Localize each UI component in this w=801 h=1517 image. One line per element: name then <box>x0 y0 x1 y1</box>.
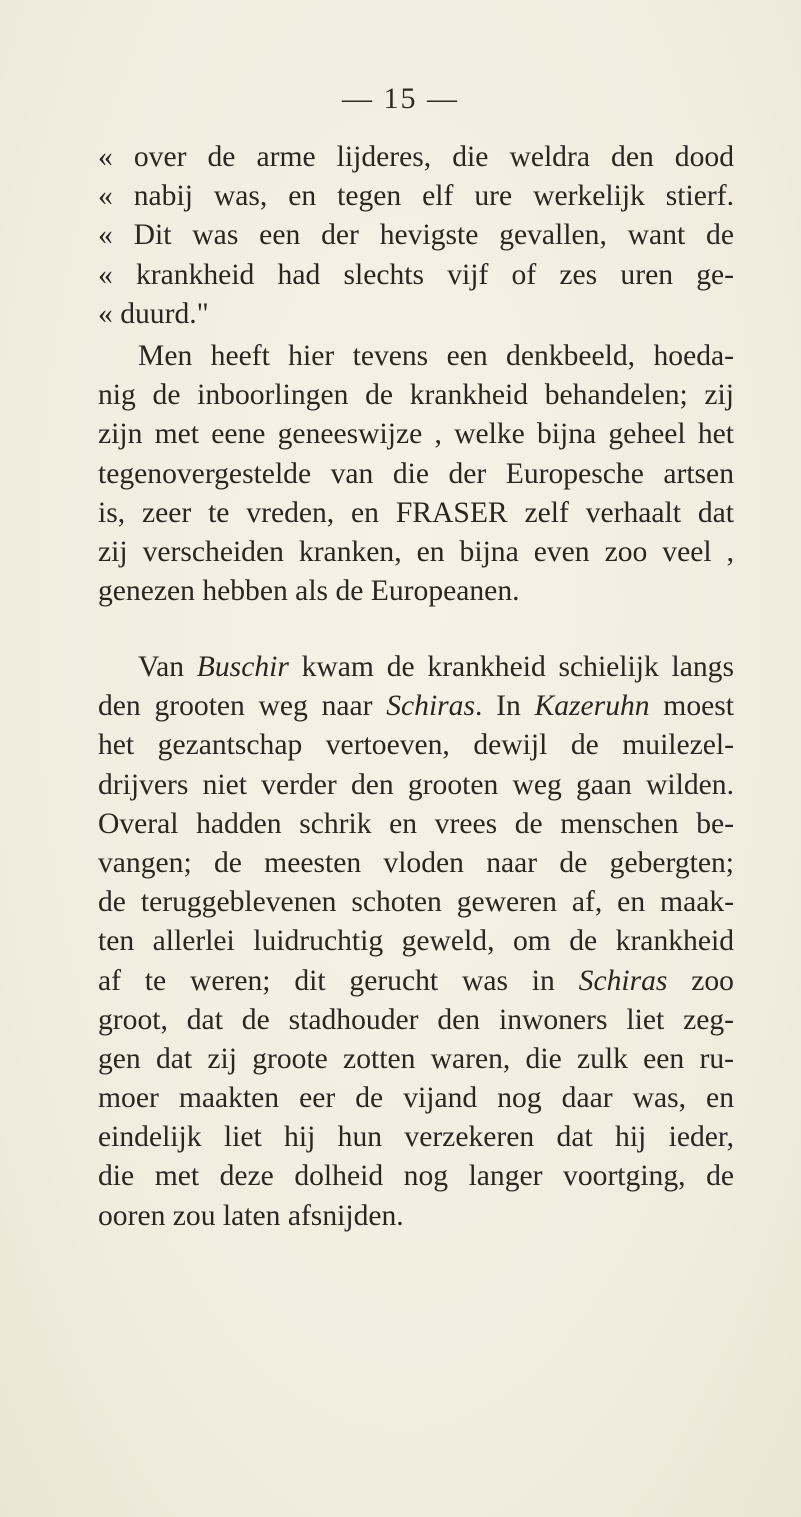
text-line: die met deze dolheid nog langer voortging, de <box>98 1160 734 1193</box>
paragraph-3 <box>98 648 734 1236</box>
text-line: drijvers niet verder den grooten weg gaan wilden. <box>98 768 734 801</box>
quote-block <box>98 138 734 334</box>
text-line <box>98 687 734 726</box>
text-line: zij verscheiden kranken, en bijna even zoo veel , <box>98 535 734 568</box>
paragraph-2 <box>98 337 734 611</box>
text-line: het gezantschap vertoeven, dewijl de muilezel- <box>98 729 734 762</box>
text-run: Van <box>138 651 197 683</box>
text-line: « nabij was, en tegen elf ure werkelijk stierf. <box>98 180 734 213</box>
text-line: genezen hebben als de Europeanen. <box>98 575 520 608</box>
text-line: « Dit was een der hevigste gevallen, want de <box>98 219 734 252</box>
text-line: groot, dat de stadhouder den inwoners liet zeg- <box>98 1003 734 1036</box>
text-line: « over de arme lijderes, die weldra den dood <box>98 141 734 173</box>
text-line: eindelijk liet hij hun verzekeren dat hij ieder, <box>98 1121 734 1154</box>
place-name-kazeruhn: Kazeruhn <box>534 690 650 723</box>
page-number: — 15 — <box>342 82 459 115</box>
text-line: « krankheid had slechts vijf of zes uren ge- <box>98 258 734 291</box>
text-line: « duurd." <box>98 297 209 330</box>
text-line: ten allerlei luidruchtig geweld, om de krankheid <box>98 925 734 958</box>
text-run: . In <box>475 690 535 723</box>
text-line: Men heeft hier tevens een denkbeeld, hoeda- <box>138 340 734 372</box>
text-run: den grooten weg naar <box>98 690 387 723</box>
text-line: moer maakten eer de vijand nog daar was, en <box>98 1082 734 1115</box>
place-name-schiras: Schiras <box>578 964 668 997</box>
text-line: zijn met eene geneeswijze , welke bijna geheel het <box>98 418 734 451</box>
text-line: ooren zou laten afsnijden. <box>98 1199 404 1232</box>
text-run: kwam de krankheid schielijk langs <box>288 651 734 683</box>
place-name-schiras: Schiras <box>386 690 475 723</box>
text-line: is, zeer te vreden, en FRASER zelf verhaalt dat <box>98 496 734 529</box>
text-line: gen dat zij groote zotten waren, die zulk een ru- <box>98 1042 734 1075</box>
text-run: zoo <box>667 964 734 997</box>
text-line: tegenovergestelde van die der Europesche artsen <box>98 457 734 490</box>
place-name-buschir: Buschir <box>196 651 289 683</box>
text-line: de teruggeblevenen schoten geweren af, en maak- <box>98 886 734 919</box>
text-line <box>98 648 734 687</box>
text-line <box>98 962 734 1001</box>
text-line: Overal hadden schrik en vrees de menschen be- <box>98 807 734 840</box>
text-run: af te weren; dit gerucht was in <box>98 964 579 997</box>
text-line: vangen; de meesten vloden naar de gebergten; <box>98 846 734 879</box>
text-run: moest <box>649 690 734 723</box>
text-line: nig de inboorlingen de krankheid behandelen; zij <box>98 379 734 412</box>
